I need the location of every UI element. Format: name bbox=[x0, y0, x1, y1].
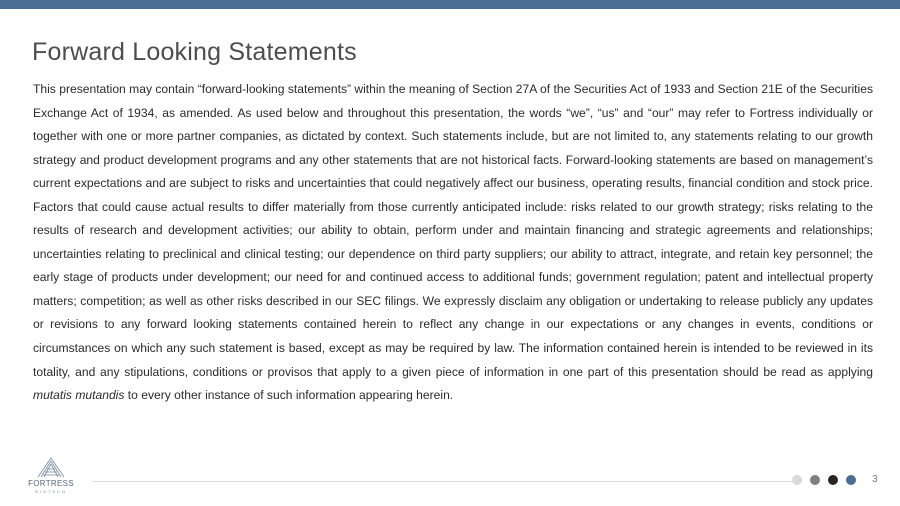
disclaimer-text-end: to every other instance of such information appearing herein. bbox=[124, 388, 454, 403]
footer-dot-2 bbox=[810, 475, 820, 485]
page-number: 3 bbox=[872, 474, 878, 485]
footer-dot-1 bbox=[792, 475, 802, 485]
slide-title: Forward Looking Statements bbox=[32, 38, 357, 66]
disclaimer-body bbox=[33, 78, 873, 408]
fortress-mark-icon bbox=[34, 457, 68, 479]
fortress-logo bbox=[24, 457, 78, 503]
footer-divider bbox=[92, 481, 792, 482]
logo-wordmark: FORTRESS bbox=[28, 479, 74, 488]
disclaimer-text: This presentation may contain “forward-looking statements” within the meaning of Section 27A of the Securities Act of 1933 and Section 21E of the Securities Exchange Act of 1934, as amended. As used below and throughout this presentation, the words “we”, “us” and “our” may refer to Fortress individually or together with one or more partner companies, as dictated by context. Such statements include, but are not limited to, any statements relating to our growth strategy and product development programs and any other statements that are not historical facts. Forward-looking statements are based on management’s current expectations and are subject to risks and uncertainties that could negatively affect our business, operating results, financial condition and stock price. Factors that could cause actual results to differ materially from those currently anticipated include: risks related to our growth strategy; risks relating to the results of research and development activities; our ability to obtain, perform under and maintain financing and strategic agreements and relationships; uncertainties relating to preclinical and clinical testing; our dependence on third party suppliers; our ability to attract, integrate, and retain key personnel; the early stage of products under development; our need for and continued access to additional funds; government regulation; patent and intellectual property matters; competition; as well as other risks described in our SEC filings. We expressly disclaim any obligation or undertaking to release publicly any updates or revisions to any forward looking statements contained herein to reflect any change in our expectations or any changes in events, conditions or circumstances on which any such statement is based, except as may be required by law. The information contained herein is intended to be reviewed in its totality, and any stipulations, conditions or provisos that apply to a given piece of information in one part of this presentation should be read as applying bbox=[33, 82, 873, 379]
italic-phrase: mutatis mutandis bbox=[33, 388, 125, 403]
top-accent-bar bbox=[0, 0, 900, 9]
logo-subtitle: BIOTECH bbox=[35, 489, 67, 494]
footer-dot-3 bbox=[828, 475, 838, 485]
footer-dot-4 bbox=[846, 475, 856, 485]
